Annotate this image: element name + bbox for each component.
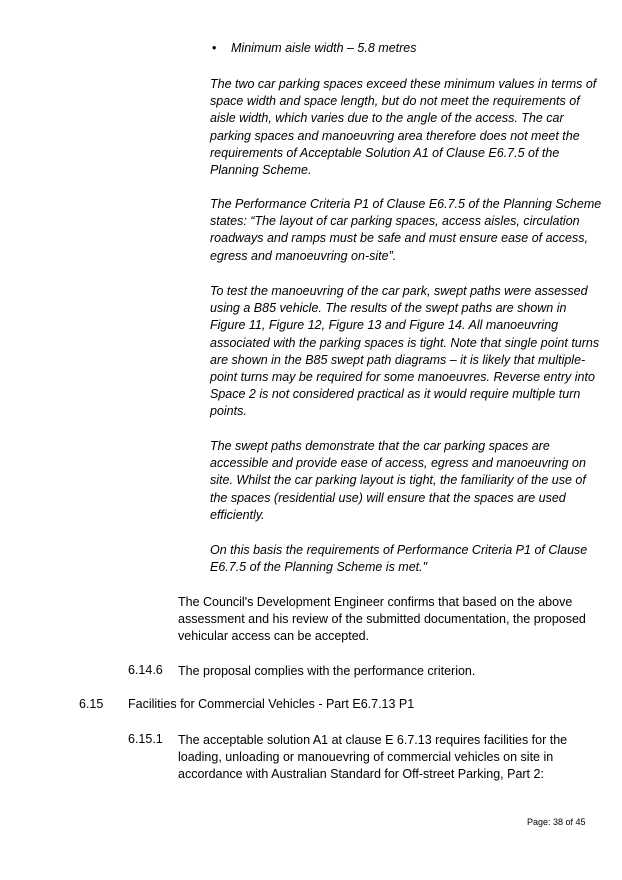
bullet-item-aisle-width: Minimum aisle width – 5.8 metres (231, 41, 417, 55)
quote-paragraph-4: The swept paths demonstrate that the car parking spaces are accessible and provide ease of access, egress and manoeuvring on site. Whilst the car parking layout is tight, the familiarity of the use of the spaces (residential use) will ensure that the spaces are used efficiently. (210, 439, 586, 522)
clause-text-6-15-1: The acceptable solution A1 at clause E 6.7.13 requires facilities for the loading, unloading or manouevring of commercial vehicles on site in accordance with Australian Standard for Off-street Parking, Part 2: (178, 733, 568, 782)
page-number-footer: Page: 38 of 45 (527, 817, 586, 827)
quote-paragraph-2: The Performance Criteria P1 of Clause E6.7.5 of the Planning Scheme states: “The layout of car parking spaces, access aisles, circulation roadways and ramps must be safe and must ensure ease of access, egress and manoeuvring on-site”. (210, 197, 602, 263)
clause-number-6-14-6: 6.14.6 (128, 663, 163, 677)
bullet-marker: • (212, 41, 217, 55)
clause-number-6-15-1: 6.15.1 (128, 732, 163, 746)
quote-paragraph-3: To test the manoeuvring of the car park, swept paths were assessed using a B85 vehicle. The results of the swept paths are shown in Figure 11, Figure 12, Figure 13 and Figure 14. All manoeuvring associated with the parking spaces is tight. Note that single point turns are shown in the B85 swept path diagrams – it is likely that multiple-point turns may be required for some manoeuvres. Reverse entry into Space 2 is not considered practical as it would require multiple turn points. (210, 284, 600, 419)
engineer-paragraph: The Council's Development Engineer confirms that based on the above assessment and his review of the submitted documentation, the proposed vehicular access can be accepted. (178, 595, 586, 644)
quote-paragraph-1: The two car parking spaces exceed these minimum values in terms of space width and space length, but do not meet the requirements of aisle width, which varies due to the angle of the access. The car parking spaces and manoeuvring area therefore does not meet the requirements of Acceptable Solution A1 of Clause E6.7.5 of the Planning Scheme. (210, 77, 597, 178)
quote-paragraph-5: On this basis the requirements of Performance Criteria P1 of Clause E6.7.5 of the Planning Scheme is met." (210, 543, 588, 575)
clause-text-6-14-6: The proposal complies with the performance criterion. (178, 664, 476, 678)
section-number-6-15: 6.15 (79, 697, 104, 711)
section-title-6-15: Facilities for Commercial Vehicles - Part E6.7.13 P1 (128, 697, 415, 711)
